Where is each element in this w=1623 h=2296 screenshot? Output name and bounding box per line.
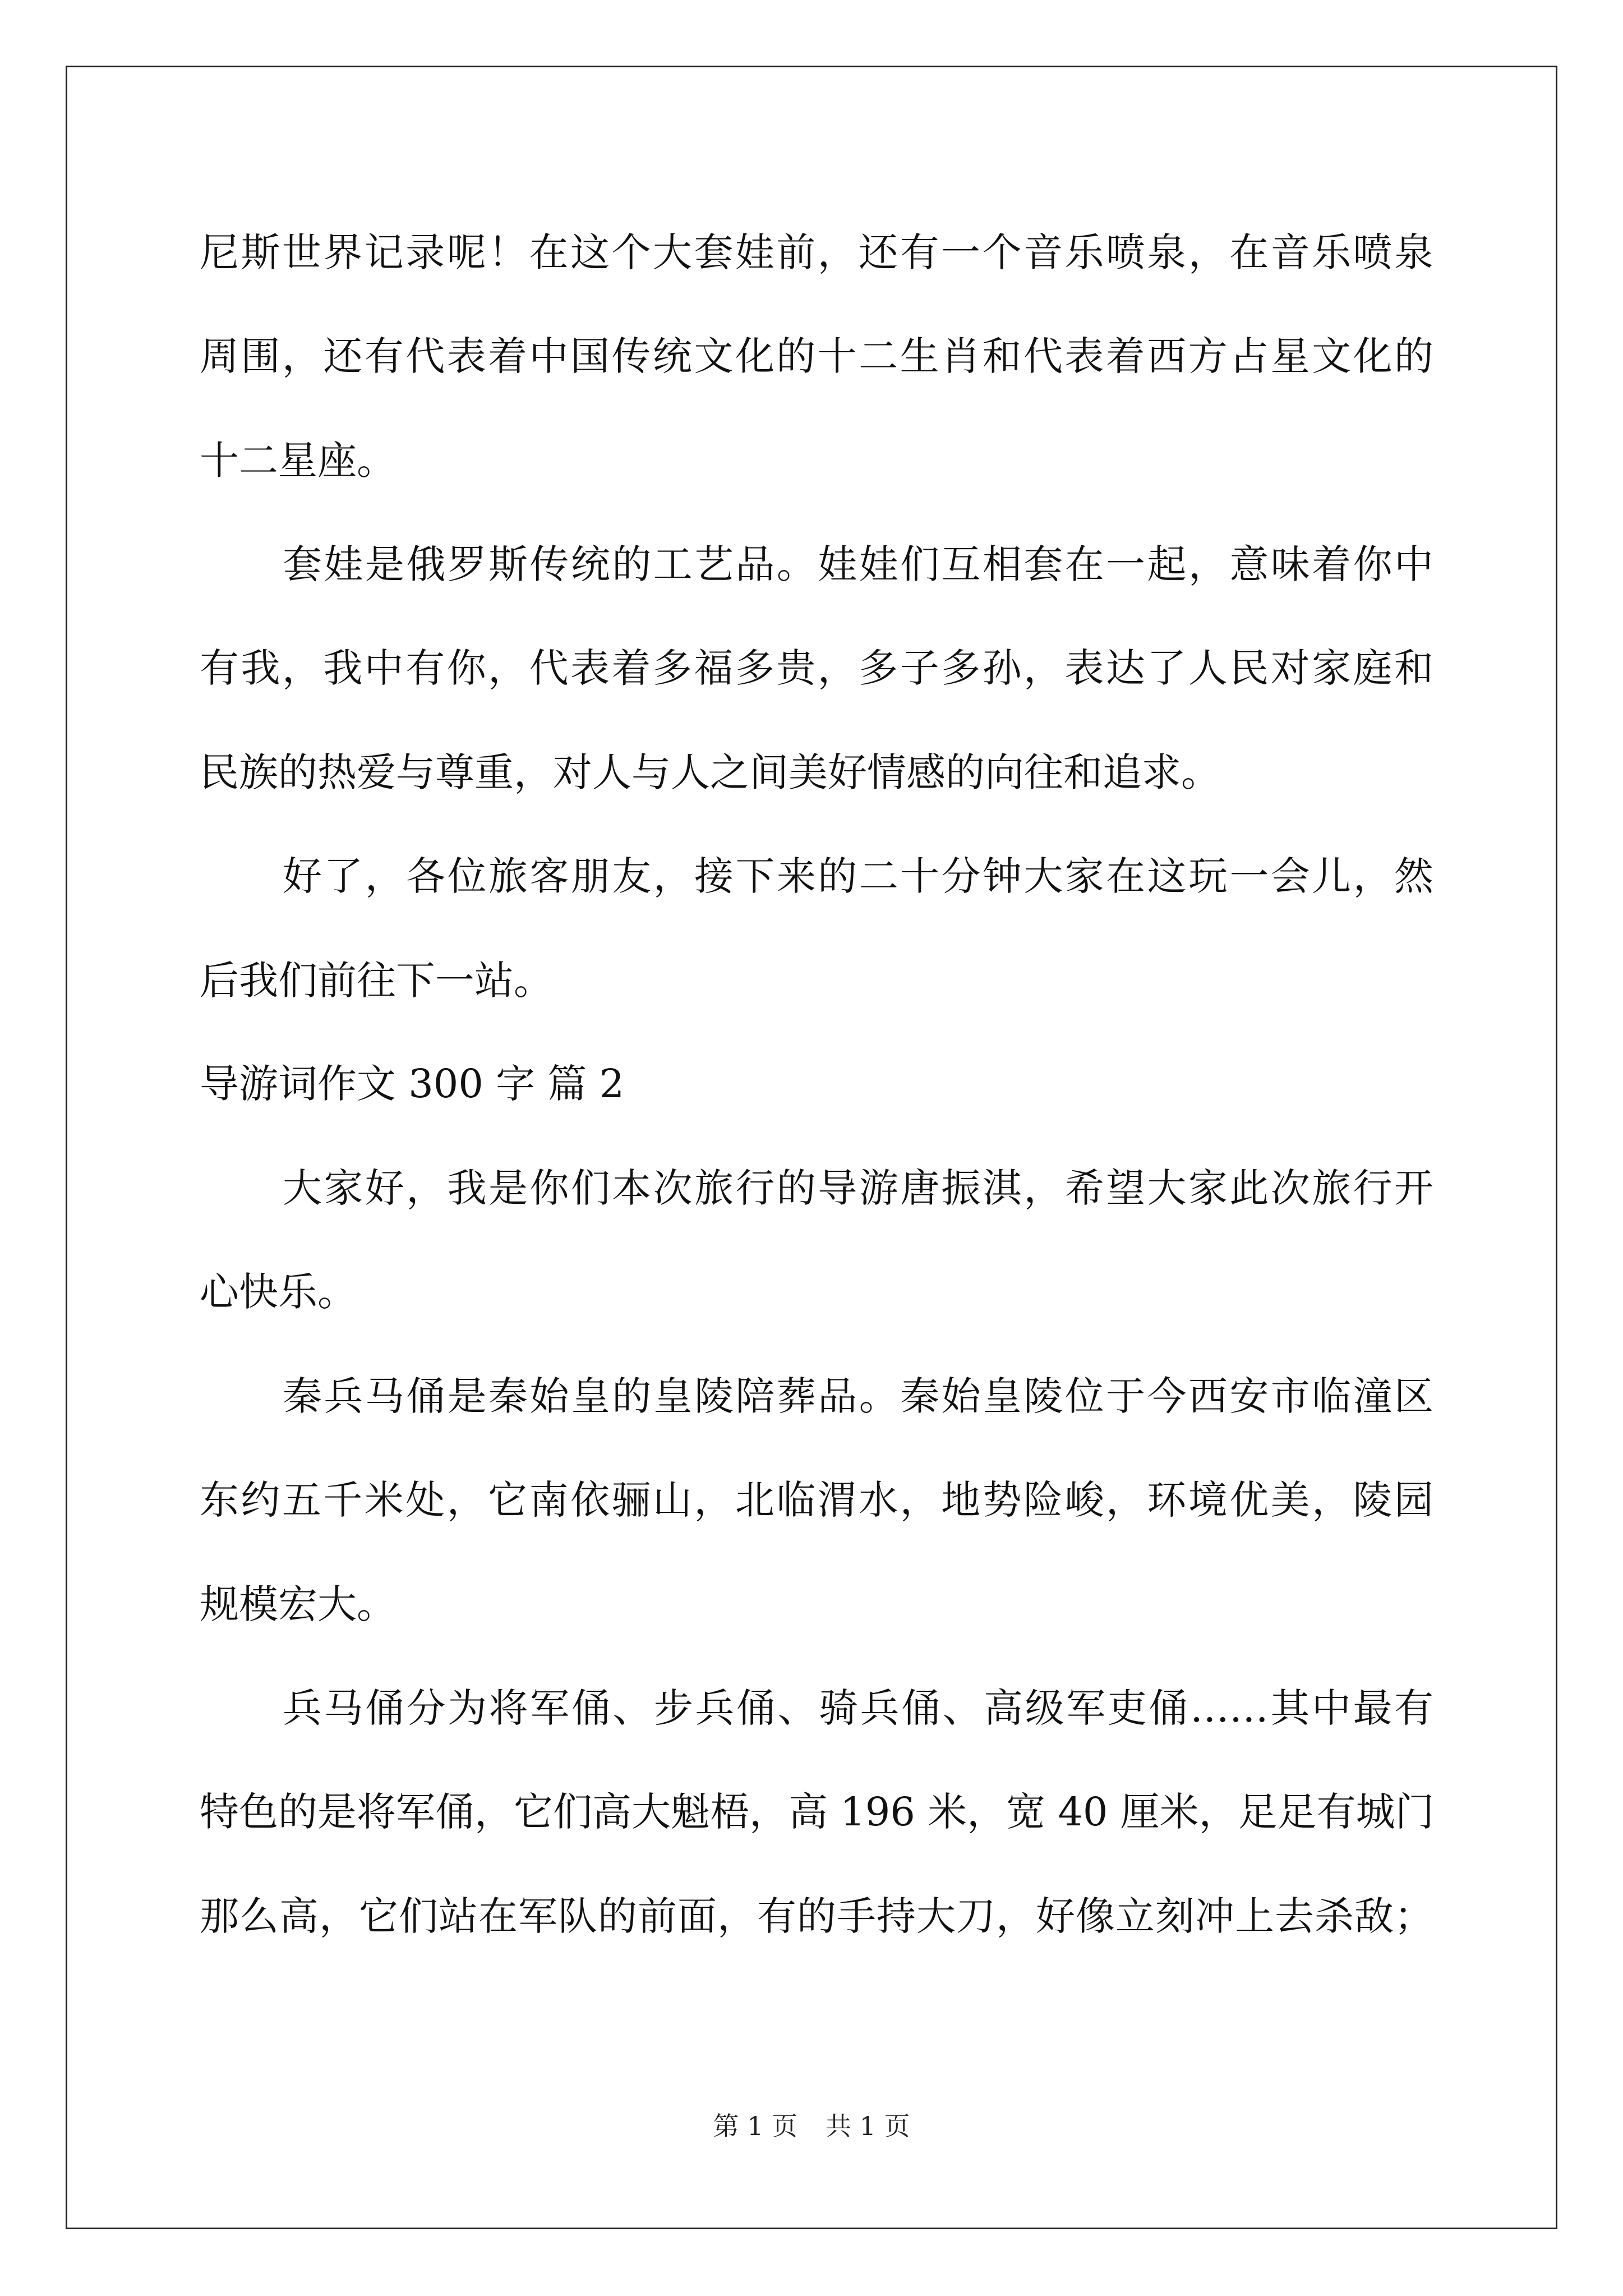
text-line: 周围，还有代表着中国传统文化的十二生肖和代表着西方占星文化的 xyxy=(200,333,1433,379)
text-line: 特色的是将军俑，它们高大魁梧，高 196 米，宽 40 厘米，足足有城门 xyxy=(200,1789,1435,1835)
text-line: 规模宏大。 xyxy=(200,1581,396,1627)
paragraph-start-line: 大家好，我是你们本次旅行的导游唐振淇，希望大家此次旅行开 xyxy=(283,1165,1433,1211)
text-line: 有我，我中有你，代表着多福多贵，多子多孙，表达了人民对家庭和 xyxy=(200,645,1433,691)
section-heading: 导游词作文 300 字 篇 2 xyxy=(200,1061,625,1107)
paragraph-start-line: 好了，各位旅客朋友，接下来的二十分钟大家在这玩一会儿，然 xyxy=(283,853,1433,899)
text-line: 十二星座。 xyxy=(200,438,396,484)
paragraph-start-line: 秦兵马俑是秦始皇的皇陵陪葬品。秦始皇陵位于今西安市临潼区 xyxy=(283,1373,1433,1419)
text-line: 民族的热爱与尊重，对人与人之间美好情感的向往和追求。 xyxy=(200,749,1220,795)
text-line: 后我们前往下一站。 xyxy=(200,958,553,1004)
text-line: 心快乐。 xyxy=(200,1269,357,1315)
paragraph-start-line: 套娃是俄罗斯传统的工艺品。娃娃们互相套在一起，意味着你中 xyxy=(283,541,1433,587)
page-number: 第 1 页 xyxy=(713,2111,797,2141)
page-total: 共 1 页 xyxy=(826,2111,910,2141)
text-line: 那么高，它们站在军队的前面，有的手持大刀，好像立刻冲上去杀敌； xyxy=(200,1893,1433,1939)
text-line: 东约五千米处，它南依骊山，北临渭水，地势险峻，环境优美，陵园 xyxy=(200,1477,1433,1523)
paragraph-start-line: 兵马俑分为将军俑、步兵俑、骑兵俑、高级军吏俑……其中最有 xyxy=(283,1685,1433,1731)
text-line: 尼斯世界记录呢！在这个大套娃前，还有一个音乐喷泉，在音乐喷泉 xyxy=(200,229,1433,275)
page-footer xyxy=(0,2109,1623,2143)
